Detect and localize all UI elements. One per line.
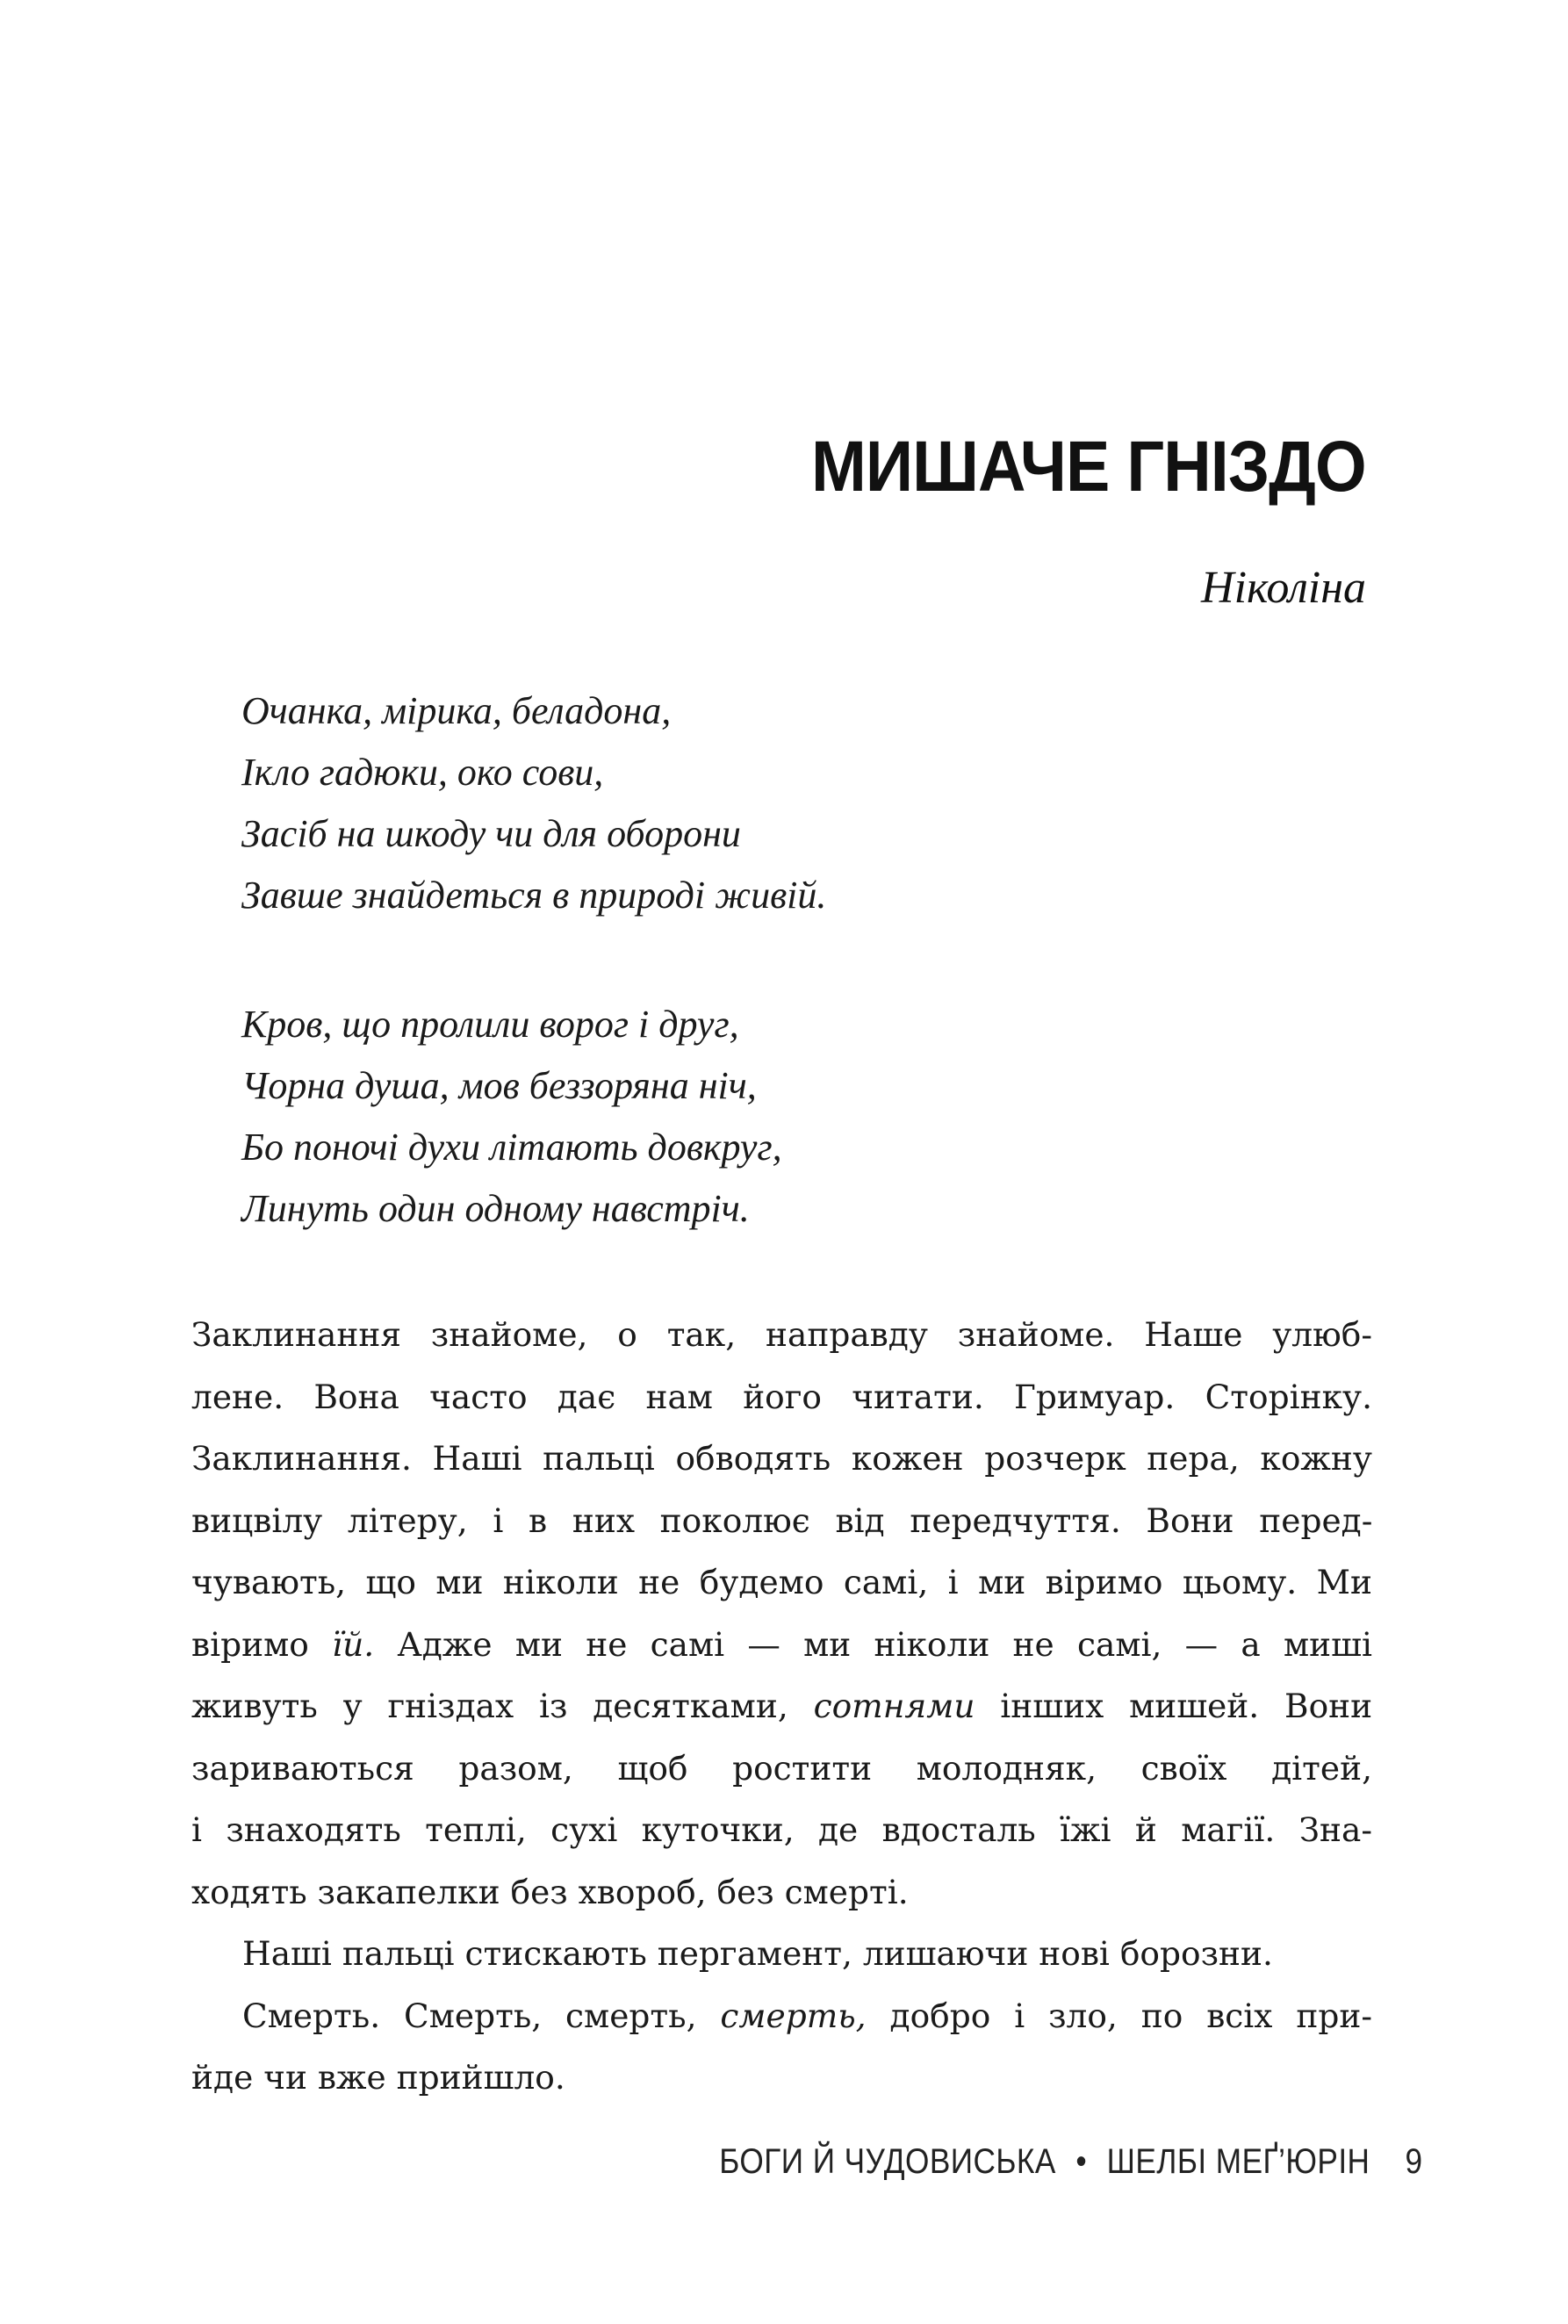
text-run: добро і зло, по всіх при- — [866, 1996, 1372, 2035]
text-run: Смерть. Смерть, смерть, — [242, 1996, 721, 2035]
text-line: йде чи вже прийшло. — [191, 2058, 565, 2097]
emphasis: смерть, — [720, 1996, 867, 2035]
poem-stanza-1 — [241, 680, 1295, 926]
poem-line: Бо поночі духи літають довкруг, — [241, 1126, 782, 1169]
text-line: і знаходять теплі, сухі куточки, де вдосталь їжі й магії. Зна- — [191, 1810, 1372, 1849]
text-run: Адже ми не самі — ми ніколи не самі, — а миші — [374, 1624, 1372, 1664]
poem-line: Очанка, мірика, беладона, — [241, 689, 672, 732]
text-line: ходять закапелки без хвороб, без смерті. — [191, 1872, 909, 1911]
page-number: 9 — [1405, 2142, 1423, 2181]
text-line: Заклинання знайоме, о так, направду знайоме. Наше улюб- — [191, 1315, 1372, 1354]
text-line: Наші пальці стискають пергамент, лишаючи нові борозни. — [242, 1934, 1273, 1973]
text-line — [191, 1614, 1372, 1676]
epigraph-poem — [241, 680, 1295, 1307]
poem-line: Ікло гадюки, око сови, — [241, 751, 604, 794]
emphasis: їй. — [332, 1624, 375, 1664]
text-run: живуть у гніздах із десятками, — [191, 1687, 814, 1725]
running-footer — [720, 2142, 1423, 2182]
poem-line: Завше знайдеться в природі живій. — [241, 874, 827, 917]
footer-book-title: БОГИ Й ЧУДОВИСЬКА — [719, 2142, 1057, 2181]
text-line: вицвілу літеру, і в них поколює від передчуття. Вони перед- — [191, 1500, 1373, 1540]
text-line — [191, 1985, 1372, 2047]
paragraph-2 — [191, 1923, 1372, 1985]
text-line: чувають, що ми ніколи не будемо самі, і ми віримо цьому. Ми — [191, 1563, 1372, 1601]
poem-line: Кров, що пролили ворог і друг, — [241, 1003, 739, 1046]
paragraph-3 — [191, 1985, 1372, 2047]
footer-separator: • — [1075, 2142, 1088, 2181]
emphasis: сотнями — [813, 1687, 975, 1725]
poem-stanza-2 — [241, 994, 1295, 1240]
body-text — [191, 1304, 1372, 2109]
text-run: віримо — [191, 1624, 333, 1664]
paragraph-3-continued — [191, 2047, 1372, 2109]
text-line — [191, 1675, 1372, 1738]
text-line: Заклинання. Наші пальці обводять кожен розчерк пера, кожну — [191, 1439, 1372, 1478]
text-line: зариваються разом, щоб ростити молодняк, своїх дітей, — [191, 1748, 1372, 1788]
poem-line: Линуть один одному навстріч. — [241, 1187, 750, 1230]
text-line: лене. Вона часто дає нам його читати. Гримуар. Сторінку. — [191, 1377, 1372, 1416]
poem-line: Засіб на шкоду чи для оборони — [241, 812, 741, 855]
text-run: інших мишей. Вони — [975, 1687, 1373, 1725]
footer-author: ШЕЛБІ МЕҐ’ЮРІН — [1107, 2142, 1370, 2181]
chapter-narrator: Ніколіна — [1201, 563, 1366, 613]
chapter-title: МИШАЧЕ ГНІЗДО — [811, 427, 1366, 507]
poem-line: Чорна душа, мов беззоряна ніч, — [241, 1064, 757, 1107]
paragraph-1 — [191, 1304, 1372, 1923]
